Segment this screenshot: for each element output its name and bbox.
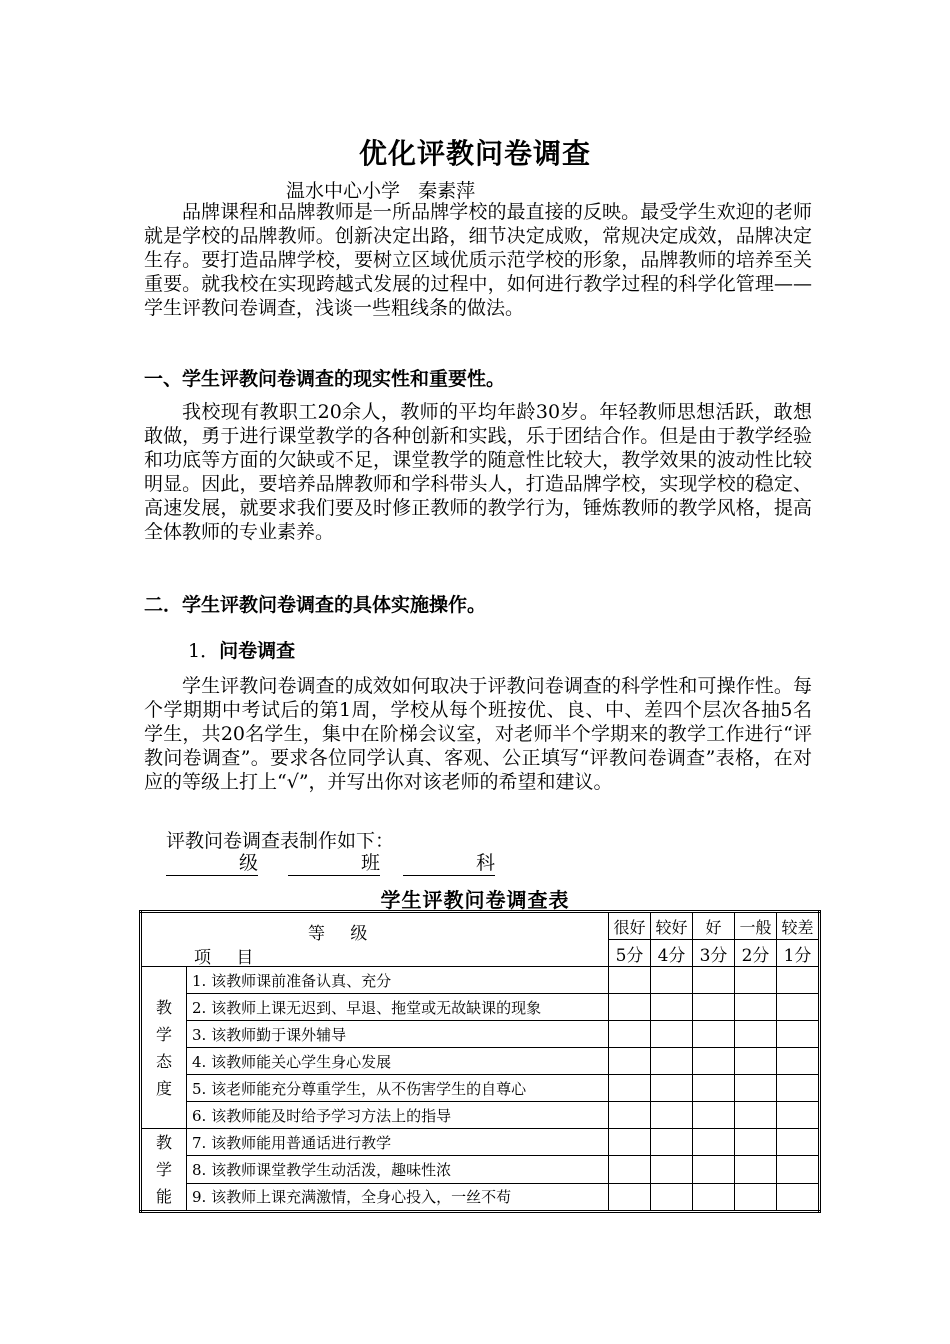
score-header-5: 1分 [777, 940, 820, 967]
section2-paragraph: 学生评教问卷调查的成效如何取决于评教问卷调查的科学性和可操作性。每个学期期中考试后的第1周，学校从每个班按优、良、中、差四个层次各抽5名学生，共20名学生，集中在阶梯会议室，对老师半个学期来的教学工作进行“评教问卷调查”。要求各位同学认真、客观、公正填写“评教问卷调查”表格，在对应的等级上打上“√”，并写出你对该老师的希望和建议。 [144, 675, 812, 793]
rating-cell[interactable] [777, 1021, 820, 1048]
rating-cell[interactable] [735, 1156, 777, 1183]
rating-cell[interactable] [735, 994, 777, 1021]
rating-cell[interactable] [651, 1021, 693, 1048]
class-blank-label: 班 [288, 848, 380, 876]
rating-cell[interactable] [609, 1075, 651, 1102]
rating-cell[interactable] [777, 1156, 820, 1183]
subsection-1-heading [188, 636, 295, 663]
rating-cell[interactable] [777, 1129, 820, 1156]
rating-cell[interactable] [651, 967, 693, 994]
score-header-3: 3分 [693, 940, 735, 967]
table-row [141, 994, 820, 1021]
table-row [141, 1021, 820, 1048]
subsection-number: 1． [188, 640, 220, 662]
category-char: 教 [155, 997, 172, 1017]
section1-paragraph: 我校现有教职工20余人，教师的平均年龄30岁。年轻教师思想活跃，敢想敢做，勇于进行课堂教学的各种创新和实践，乐于团结合作。但是由于教学经验和功底等方面的欠缺或不足，课堂教学的随意性比较大，教学效果的波动性比较明显。因此，要培养品牌教师和学科带头人，打造品牌学校，实现学校的稳定、高速发展，就要求我们要及时修正教师的教学行为，锤炼教师的教学风格，提高全体教师的专业素养。 [144, 401, 812, 543]
rating-cell[interactable] [693, 994, 735, 1021]
rating-cell[interactable] [651, 1183, 693, 1211]
rating-cell[interactable] [693, 1183, 735, 1211]
grade-blank [166, 848, 258, 876]
author-line: 温水中心小学 秦素萍 [286, 180, 476, 202]
rating-cell[interactable] [609, 1129, 651, 1156]
rating-cell[interactable] [651, 1102, 693, 1129]
level-header-3: 好 [693, 912, 735, 940]
subject-blank-label: 科 [403, 848, 495, 876]
item-cell: 7. 该教师能用普通话进行教学 [187, 1129, 609, 1156]
rating-cell[interactable] [777, 967, 820, 994]
item-header: 项 目 [194, 948, 264, 968]
rating-cell[interactable] [735, 1048, 777, 1075]
category-char: 能 [155, 1187, 172, 1206]
table-row [141, 1075, 820, 1102]
item-cell: 5. 该老师能充分尊重学生，从不伤害学生的自尊心 [187, 1075, 609, 1102]
rating-cell[interactable] [651, 1129, 693, 1156]
table-row [141, 1129, 820, 1156]
rating-cell[interactable] [609, 1102, 651, 1129]
rating-cell[interactable] [735, 1102, 777, 1129]
rating-cell[interactable] [693, 967, 735, 994]
category-char: 教 [155, 1133, 172, 1152]
category-char: 学 [155, 1160, 172, 1179]
score-header-2: 4分 [651, 940, 693, 967]
level-header-2: 较好 [651, 912, 693, 940]
rating-cell[interactable] [735, 1021, 777, 1048]
table-row [141, 1156, 820, 1183]
category-cell [141, 967, 187, 1129]
grade-blank-label: 级 [166, 848, 258, 876]
rating-cell[interactable] [735, 1183, 777, 1211]
rating-cell[interactable] [609, 1021, 651, 1048]
item-cell: 8. 该教师课堂教学生动活泼，趣味性浓 [187, 1156, 609, 1183]
item-cell: 2. 该教师上课无迟到、早退、拖堂或无故缺课的现象 [187, 994, 609, 1021]
rating-cell[interactable] [735, 1129, 777, 1156]
rating-cell[interactable] [651, 1048, 693, 1075]
table-body [141, 967, 820, 1212]
rating-cell[interactable] [735, 1075, 777, 1102]
rating-cell[interactable] [609, 967, 651, 994]
rating-cell[interactable] [609, 994, 651, 1021]
document-title: 优化评教问卷调查 [358, 137, 591, 170]
rating-cell[interactable] [777, 1075, 820, 1102]
score-header-4: 2分 [735, 940, 777, 967]
rating-cell[interactable] [651, 994, 693, 1021]
rating-cell[interactable] [693, 1156, 735, 1183]
table-row [141, 967, 820, 994]
level-header-4: 一般 [735, 912, 777, 940]
table-row [141, 1183, 820, 1211]
table-intro-line: 评教问卷调查表制作如下： [166, 830, 395, 852]
level-header-5: 较差 [777, 912, 820, 940]
table-title: 学生评教问卷调查表 [380, 888, 570, 912]
rating-cell[interactable] [609, 1156, 651, 1183]
category-char: 学 [155, 1024, 172, 1044]
rating-cell[interactable] [651, 1075, 693, 1102]
category-char: 态 [155, 1051, 172, 1071]
rating-cell[interactable] [777, 1102, 820, 1129]
item-cell: 3. 该教师勤于课外辅导 [187, 1021, 609, 1048]
item-cell: 9. 该教师上课充满激情，全身心投入，一丝不苟 [187, 1183, 609, 1211]
rating-cell[interactable] [609, 1048, 651, 1075]
rating-cell[interactable] [693, 1021, 735, 1048]
rating-cell[interactable] [693, 1048, 735, 1075]
rating-cell[interactable] [777, 994, 820, 1021]
item-cell: 4. 该教师能关心学生身心发展 [187, 1048, 609, 1075]
category-char: 度 [155, 1078, 172, 1098]
grade-header: 等 级 [308, 924, 378, 944]
rating-cell[interactable] [777, 1183, 820, 1211]
item-cell: 6. 该教师能及时给予学习方法上的指导 [187, 1102, 609, 1129]
evaluation-table [139, 910, 821, 1213]
subject-blank [403, 848, 495, 876]
table-row [141, 1102, 820, 1129]
intro-paragraph: 品牌课程和品牌教师是一所品牌学校的最直接的反映。最受学生欢迎的老师就是学校的品牌教师。创新决定出路，细节决定成败，常规决定成效，品牌决定生存。要打造品牌学校，要树立区域优质示范学校的形象，品牌教师的培养至关重要。就我校在实现跨越式发展的过程中，如何进行教学过程的科学化管理——学生评教问卷调查，浅谈一些粗线条的做法。 [144, 201, 812, 319]
table-row [141, 1048, 820, 1075]
rating-cell[interactable] [693, 1129, 735, 1156]
rating-cell[interactable] [693, 1102, 735, 1129]
rating-cell[interactable] [693, 1075, 735, 1102]
section1-heading: 一、学生评教问卷调查的现实性和重要性。 [144, 368, 506, 390]
section2-heading: 二．学生评教问卷调查的具体实施操作。 [144, 594, 487, 616]
table-corner-header [141, 912, 609, 967]
rating-cell[interactable] [651, 1156, 693, 1183]
score-header-1: 5分 [609, 940, 651, 967]
rating-cell[interactable] [609, 1183, 651, 1211]
rating-cell[interactable] [735, 967, 777, 994]
class-blank [288, 848, 380, 876]
level-header-1: 很好 [609, 912, 651, 940]
item-cell: 1. 该教师课前准备认真、充分 [187, 967, 609, 994]
subsection-title: 问卷调查 [219, 640, 296, 662]
rating-cell[interactable] [777, 1048, 820, 1075]
category-cell [141, 1129, 187, 1212]
